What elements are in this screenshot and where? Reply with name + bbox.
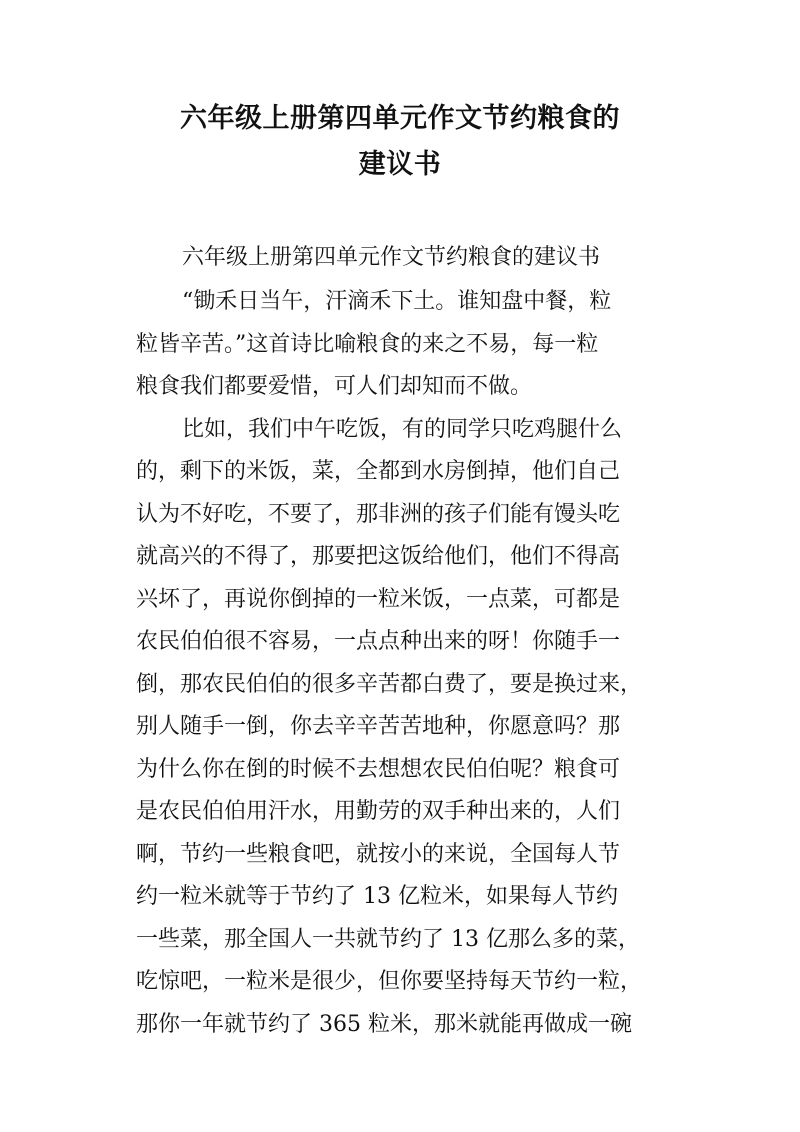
- text-line: 为什么你在倒的时候不去想想农民伯伯呢？粮食可: [136, 757, 621, 782]
- text-line: 兴坏了，再说你倒掉的一粒米饭，一点菜，可都是: [136, 587, 621, 612]
- text-line: 别人随手一倒，你去辛辛苦苦地种，你愿意吗？那: [136, 714, 621, 739]
- subtitle-line: 六年级上册第四单元作文节约粮食的建议书: [182, 245, 601, 270]
- text-line: 那你一年就节约了 365 粒米，那米就能再做成一碗: [136, 1012, 632, 1037]
- text-line: 粮食我们都要爱惜，可人们却知而不做。: [136, 374, 533, 399]
- text-line: 约一粒米就等于节约了 13 亿粒米，如果每人节约: [136, 884, 618, 909]
- text-line: 吃惊吧，一粒米是很少，但你要坚持每天节约一粒，: [136, 969, 643, 994]
- text-line: 啊，节约一些粮食吧，就按小的来说，全国每人节: [136, 842, 621, 867]
- text-line: 农民伯伯很不容易，一点点种出来的呀！你随手一: [136, 629, 621, 654]
- text-line: 是农民伯伯用汗水，用勤劳的双手种出来的，人们: [136, 799, 621, 824]
- title-line-1: 六年级上册第四单元作文节约粮食的: [180, 103, 620, 134]
- text-line: “锄禾日当午，汗滴禾下土。谁知盘中餐，粒: [182, 289, 612, 314]
- text-line: 粒皆辛苦。”这首诗比喻粮食的来之不易，每一粒: [136, 332, 599, 357]
- text-line: 认为不好吃，不要了，那非洲的孩子们能有馒头吃: [136, 502, 621, 527]
- text-line: 就高兴的不得了，那要把这饭给他们，他们不得高: [136, 544, 621, 569]
- text-line: 的，剩下的米饭，菜，全都到水房倒掉，他们自己: [136, 459, 621, 484]
- title-line-2: 建议书: [358, 149, 442, 180]
- document-title: [100, 96, 700, 188]
- text-line: 倒，那农民伯伯的很多辛苦都白费了，要是换过来，: [136, 672, 643, 697]
- text-line: 比如，我们中午吃饭，有的同学只吃鸡腿什么: [182, 417, 623, 442]
- text-line: 一些菜，那全国人一共就节约了 13 亿那么多的菜，: [136, 927, 640, 952]
